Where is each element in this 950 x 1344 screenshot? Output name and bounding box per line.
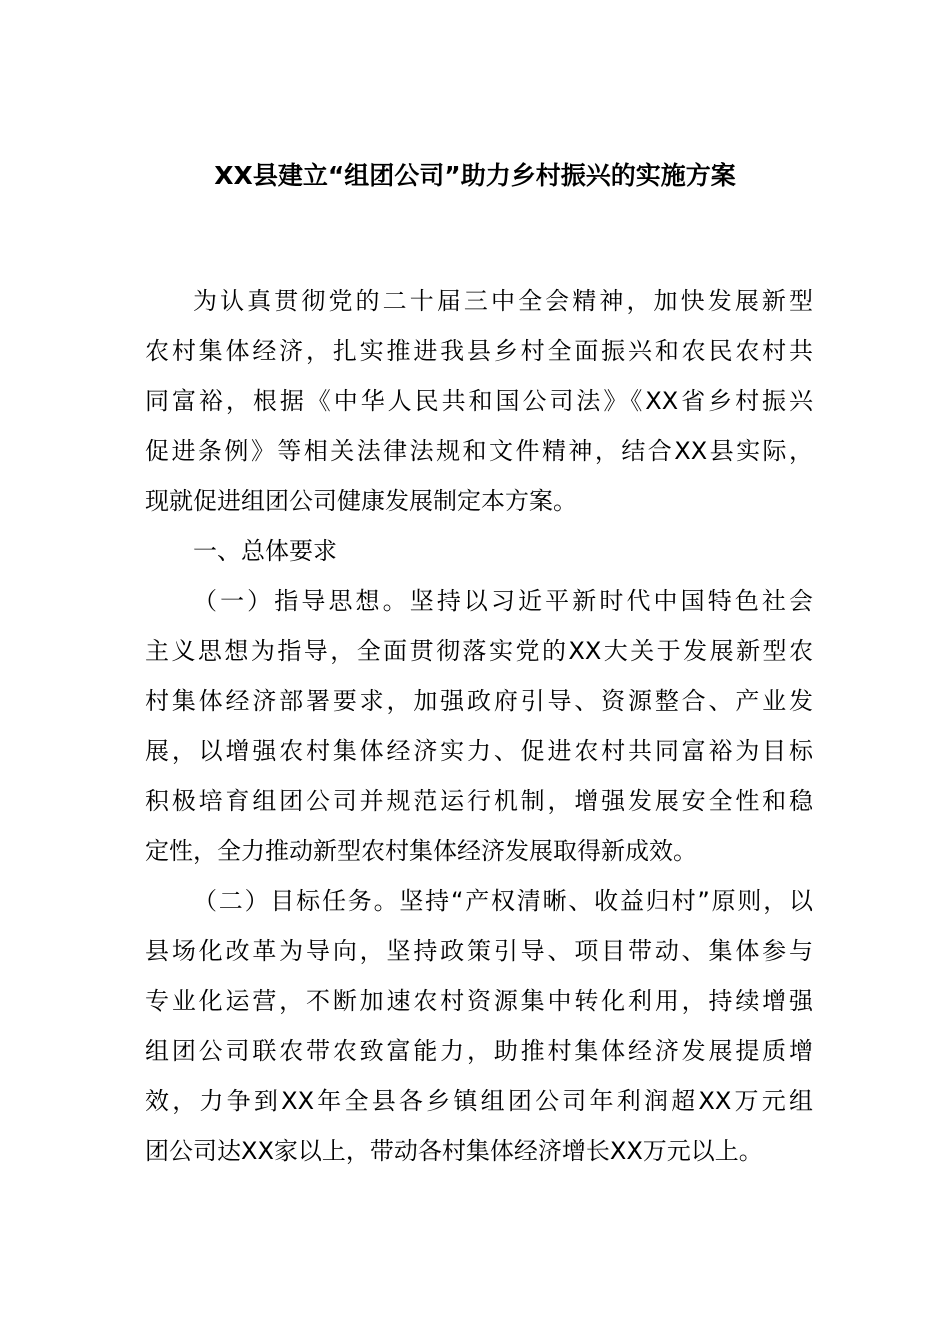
document-title: XX县建立“组团公司”助力乡村振兴的实施方案 (214, 161, 736, 190)
paragraph-1-line-4: 促进条例》等相关法律法规和文件精神，结合XX县实际， (145, 437, 813, 465)
paragraph-goals-tasks-line-4: 组团公司联农带农致富能力，助推村集体经济发展提质增 (145, 1037, 813, 1065)
section-heading-overall-requirements: 一、总体要求 (193, 537, 337, 565)
paragraph-guiding-thought-line-1: （一）指导思想。坚持以习近平新时代中国特色社会 (193, 587, 813, 615)
paragraph-guiding-thought-line-3: 村集体经济部署要求，加强政府引导、资源整合、产业发 (145, 687, 813, 715)
paragraph-1-line-5: 现就促进组团公司健康发展制定本方案。 (145, 487, 577, 515)
paragraph-1-line-1: 为认真贯彻党的二十届三中全会精神，加快发展新型 (193, 287, 813, 315)
paragraph-goals-tasks-line-3: 专业化运营，不断加速农村资源集中转化利用，持续增强 (145, 987, 813, 1015)
paragraph-1-line-3: 同富裕，根据《中华人民共和国公司法》《XX省乡村振兴 (145, 387, 813, 415)
paragraph-guiding-thought-line-6: 定性，全力推动新型农村集体经济发展取得新成效。 (145, 837, 697, 865)
paragraph-goals-tasks-line-5: 效，力争到XX年全县各乡镇组团公司年利润超XX万元组 (145, 1087, 813, 1115)
paragraph-guiding-thought-line-2: 主义思想为指导，全面贯彻落实党的XX大关于发展新型农 (145, 637, 813, 665)
paragraph-goals-tasks-line-2: 县场化改革为导向，坚持政策引导、项目带动、集体参与 (145, 937, 813, 965)
paragraph-goals-tasks-line-1: （二）目标任务。坚持“产权清晰、收益归村”原则，以 (193, 887, 813, 915)
paragraph-guiding-thought-line-5: 积极培育组团公司并规范运行机制，增强发展安全性和稳 (145, 787, 813, 815)
paragraph-goals-tasks-line-6: 团公司达XX家以上，带动各村集体经济增长XX万元以上。 (145, 1137, 763, 1165)
paragraph-1-line-2: 农村集体经济，扎实推进我县乡村全面振兴和农民农村共 (145, 337, 813, 365)
paragraph-guiding-thought-line-4: 展，以增强农村集体经济实力、促进农村共同富裕为目标 (145, 737, 813, 765)
